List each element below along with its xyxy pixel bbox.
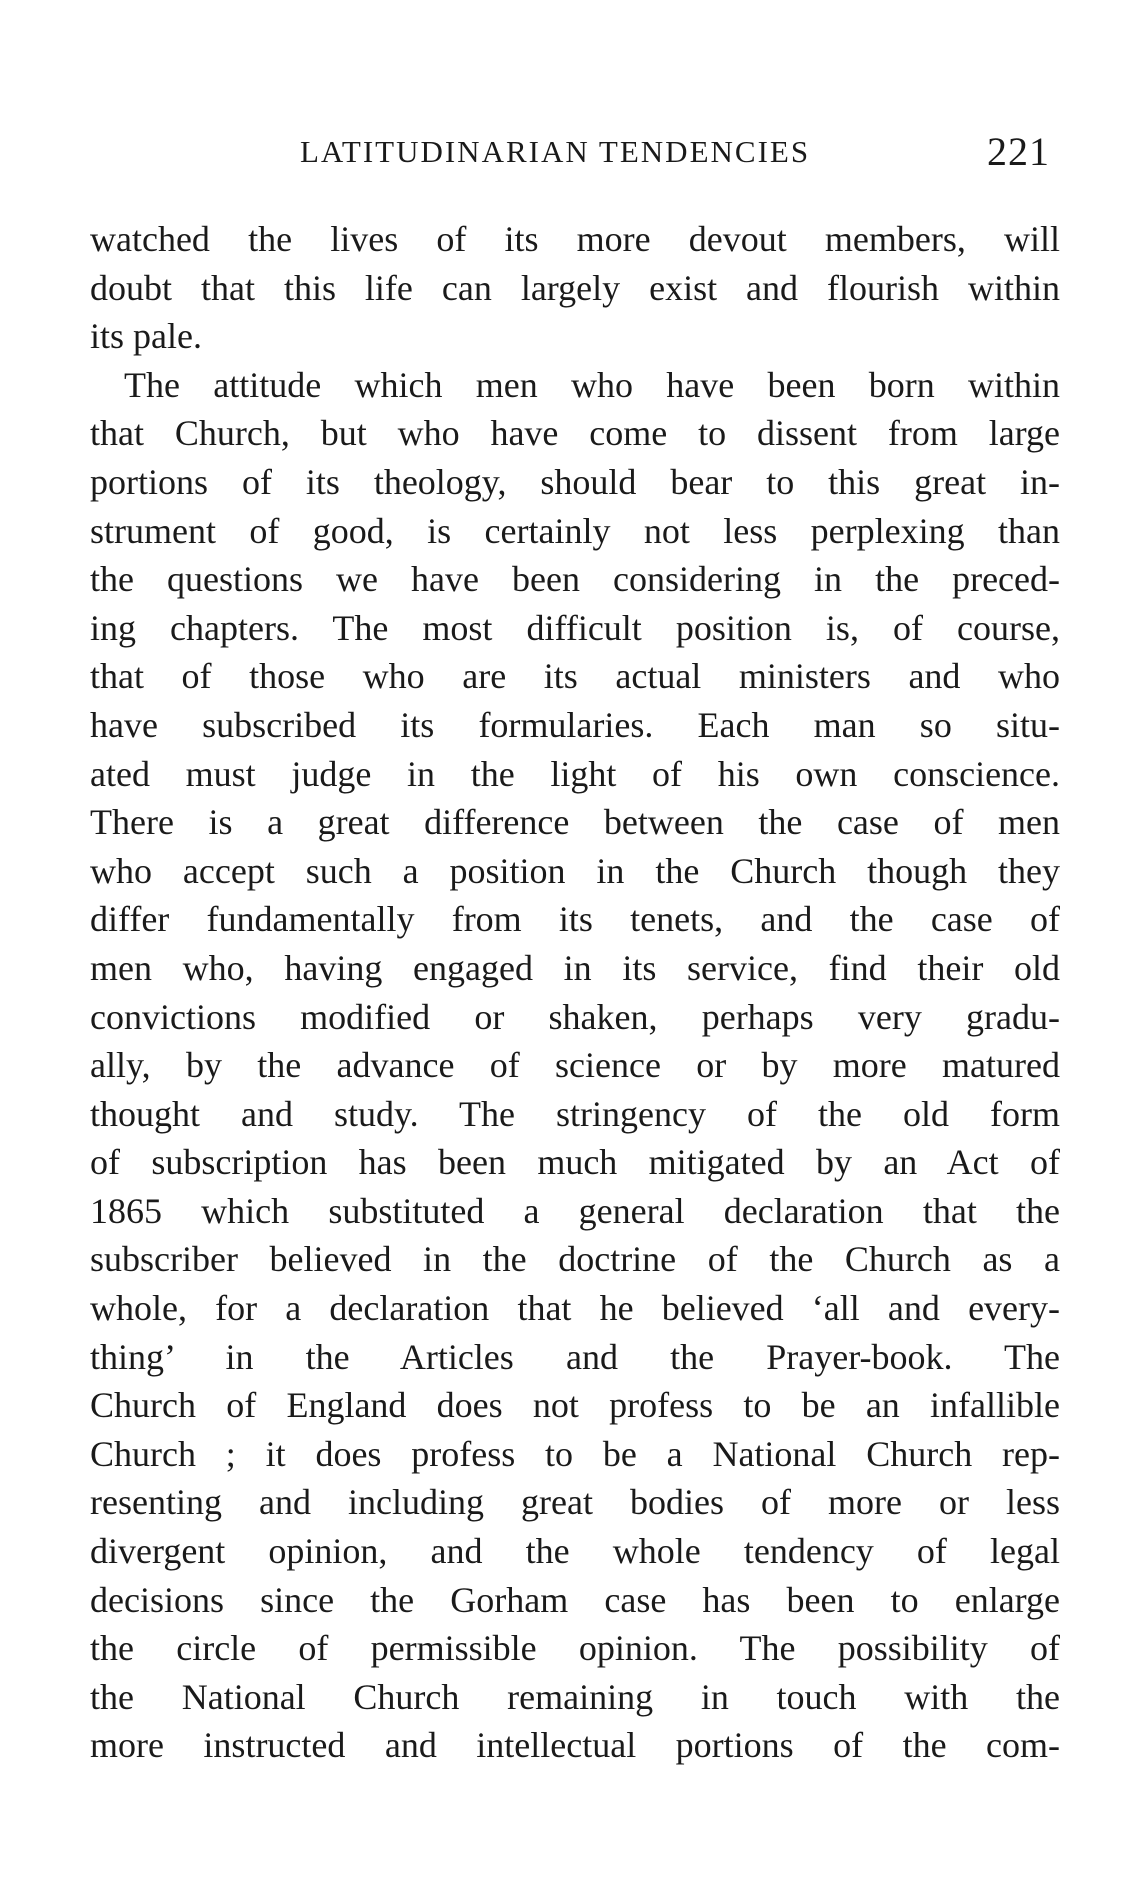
text-line: Church of England does not profess to be an infallible — [90, 1385, 1060, 1426]
text-line: 1865 which substituted a general declaration that the — [90, 1190, 1060, 1231]
text-line: watched the lives of its more devout members, will — [90, 219, 1060, 259]
text-line: There is a great difference between the case of men — [90, 802, 1060, 843]
text-line: thing’ in the Articles and the Prayer-book. The — [90, 1336, 1060, 1377]
body-text — [90, 215, 1060, 1770]
text-line: men who, having engaged in its service, find their old — [90, 947, 1060, 988]
text-line: the questions we have been considering in the preced- — [90, 559, 1060, 600]
text-line: ing chapters. The most difficult position is, of course, — [90, 607, 1060, 648]
text-line: subscriber believed in the doctrine of the Church as a — [90, 1239, 1060, 1280]
text-line: Church ; it does profess to be a National Church rep- — [90, 1433, 1060, 1474]
text-line: the circle of permissible opinion. The possibility of — [90, 1628, 1060, 1669]
running-title: LATITUDINARIAN TENDENCIES — [300, 134, 811, 169]
text-line: whole, for a declaration that he believed ‘all and every- — [90, 1288, 1060, 1329]
text-line: ally, by the advance of science or by more matured — [90, 1045, 1060, 1086]
text-line: who accept such a position in the Church though they — [90, 850, 1060, 891]
text-line: thought and study. The stringency of the old form — [90, 1093, 1060, 1134]
text-line: The attitude which men who have been born within — [124, 364, 1060, 405]
text-line: the National Church remaining in touch with the — [90, 1676, 1060, 1717]
text-line: that of those who are its actual ministers and who — [90, 656, 1060, 697]
text-line: doubt that this life can largely exist and flourish within — [90, 267, 1060, 308]
text-line: strument of good, is certainly not less perplexing than — [90, 510, 1060, 551]
page-number: 221 — [987, 129, 1050, 174]
text-line: ated must judge in the light of his own conscience. — [90, 753, 1060, 794]
text-line: differ fundamentally from its tenets, and the case of — [90, 899, 1060, 940]
text-line: more instructed and intellectual portions of the com- — [90, 1725, 1060, 1766]
text-line: decisions since the Gorham case has been to enlarge — [90, 1579, 1060, 1620]
text-line: its pale. — [90, 316, 202, 357]
text-line: resenting and including great bodies of more or less — [90, 1482, 1060, 1523]
text-line: have subscribed its formularies. Each man so situ- — [90, 704, 1060, 745]
running-head — [90, 128, 1060, 178]
text-line: portions of its theology, should bear to this great in- — [90, 461, 1060, 502]
text-line: convictions modified or shaken, perhaps very gradu- — [90, 996, 1060, 1037]
text-line: divergent opinion, and the whole tendency of legal — [90, 1531, 1060, 1572]
text-line: of subscription has been much mitigated by an Act of — [90, 1142, 1060, 1183]
text-line: that Church, but who have come to dissent from large — [90, 413, 1060, 454]
